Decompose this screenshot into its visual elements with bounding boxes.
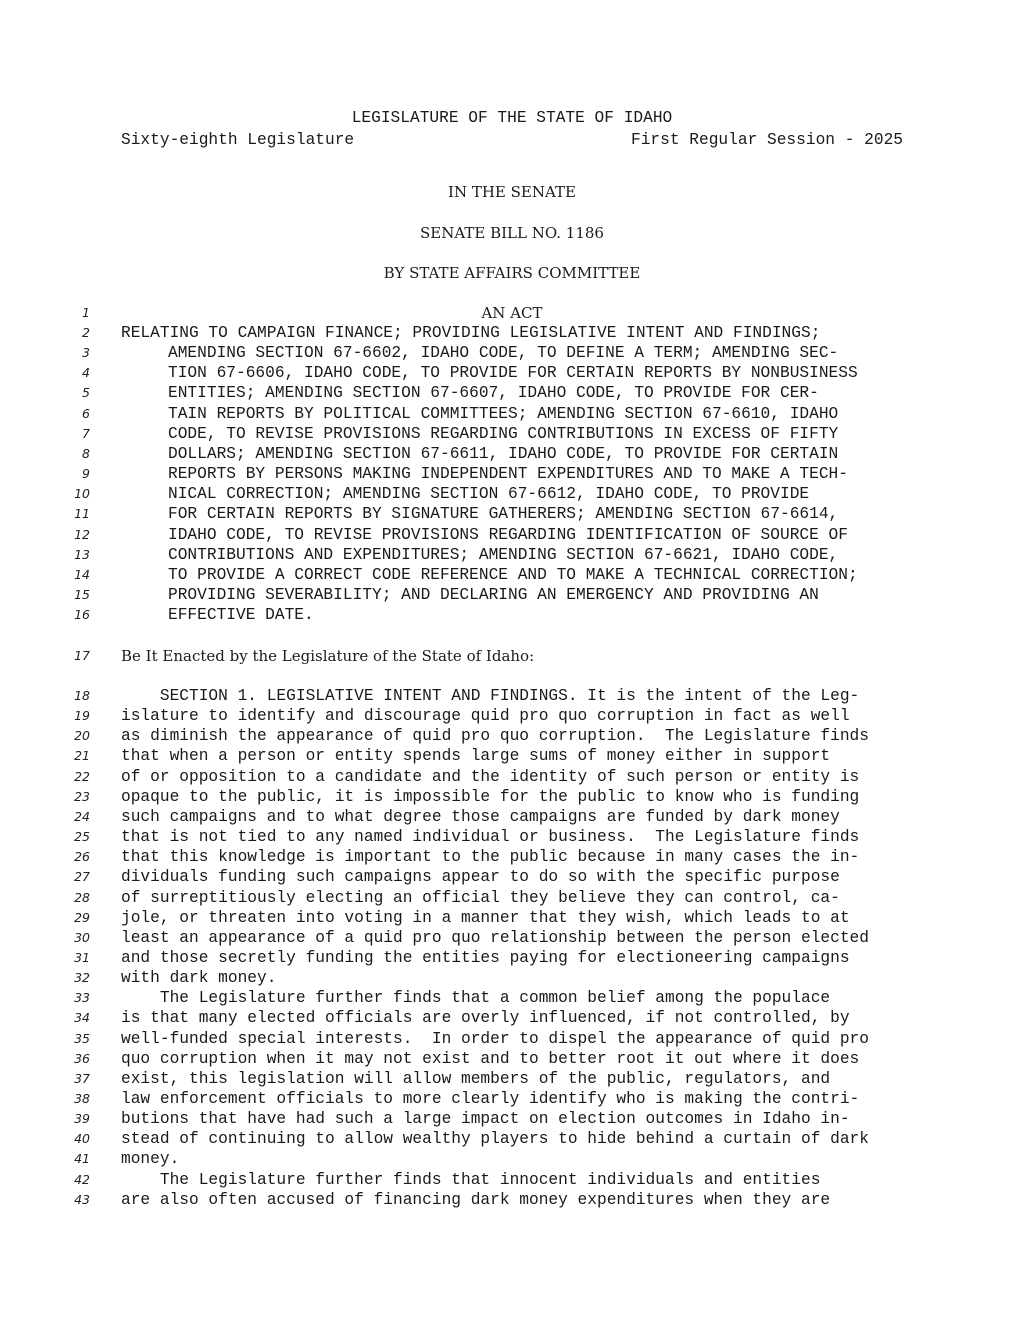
body-line: [0, 1069, 1024, 1089]
line-number: 25: [74, 829, 90, 845]
act-title-line: [0, 363, 1024, 383]
act-title-line: [0, 585, 1024, 605]
line-number: 31: [74, 949, 90, 965]
body-text: least an appearance of a quid pro quo relationship between the person elected: [121, 928, 869, 947]
act-title-text: TAIN REPORTS BY POLITICAL COMMITTEES; AMENDING SECTION 67-6610, IDAHO: [168, 404, 839, 423]
line-number: 33: [74, 990, 90, 1006]
line-number: 38: [74, 1091, 90, 1106]
body-text: dividuals funding such campaigns appear to do so with the specific purpose: [121, 868, 840, 887]
line-number: 10: [74, 486, 90, 502]
line-number: 15: [74, 586, 90, 602]
body-text: The Legislature further finds that a common belief among the populace: [121, 989, 831, 1008]
line-number: 30: [74, 929, 90, 945]
line-number: 42: [74, 1171, 90, 1187]
body-text: law enforcement officials to more clearly identify who is making the contri-: [121, 1090, 860, 1108]
line-number: 41: [74, 1151, 90, 1167]
body-line: [0, 968, 1024, 988]
line-number: 43: [74, 1191, 90, 1207]
act-title-line: [0, 424, 1024, 444]
line-number: 14: [74, 566, 90, 582]
body-line: [0, 988, 1024, 1008]
line-number: 26: [74, 849, 90, 865]
act-title-text: AMENDING SECTION 67-6602, IDAHO CODE, TO DEFINE A TERM; AMENDING SEC-: [168, 344, 839, 363]
body-line: [0, 908, 1024, 928]
act-title-text: EFFECTIVE DATE.: [168, 606, 314, 625]
body-text: that this knowledge is important to the public because in many cases the in-: [121, 848, 860, 867]
body-text: exist, this legislation will allow members of the public, regulators, and: [121, 1069, 831, 1088]
body-line: [0, 928, 1024, 948]
line-number: 29: [74, 909, 90, 925]
line-number: 24: [74, 808, 90, 824]
act-title-text: CONTRIBUTIONS AND EXPENDITURES; AMENDING SECTION 67-6621, IDAHO CODE,: [168, 545, 839, 564]
chamber-label: IN THE SENATE: [448, 183, 576, 201]
enacting-clause-line: [0, 646, 1024, 666]
body-text: jole, or threaten into voting in a manner that they wish, which leads to at: [121, 908, 850, 927]
line-number: 21: [74, 748, 90, 764]
act-title-text: PROVIDING SEVERABILITY; AND DECLARING AN EMERGENCY AND PROVIDING AN: [168, 585, 819, 604]
line-number: 18: [74, 688, 90, 703]
line-number: 27: [74, 869, 90, 885]
act-title-line: [0, 565, 1024, 585]
line-number: 2: [82, 325, 90, 340]
body-text: of surreptitiously electing an official they believe they can control, ca-: [121, 888, 840, 907]
body-line: [0, 1129, 1024, 1149]
body-text: that is not tied to any named individual or business. The Legislature finds: [121, 828, 860, 847]
body-text: SECTION 1. LEGISLATIVE INTENT AND FINDINGS. It is the intent of the Leg-: [121, 687, 860, 705]
act-title-text: CODE, TO REVISE PROVISIONS REGARDING CONTRIBUTIONS IN EXCESS OF FIFTY: [168, 424, 839, 443]
act-title-line: [0, 545, 1024, 565]
act-title-line: [0, 444, 1024, 464]
line-number: 22: [74, 768, 90, 784]
sponsor-label: BY STATE AFFAIRS COMMITTEE: [383, 264, 641, 282]
line-number: 3: [82, 345, 90, 361]
line-number: 37: [74, 1070, 90, 1086]
line-number: 39: [74, 1111, 90, 1127]
body-line: [0, 1190, 1024, 1210]
act-title-line: [0, 323, 1024, 343]
line-number: 5: [82, 385, 90, 401]
bill-number: SENATE BILL NO. 1186: [420, 224, 604, 242]
line-number: 11: [74, 506, 90, 522]
act-title-line: [0, 525, 1024, 545]
line-number: 32: [74, 970, 90, 986]
line-number: 16: [74, 607, 90, 623]
body-line: [0, 767, 1024, 787]
line-number: 6: [82, 405, 90, 421]
body-line: [0, 1049, 1024, 1069]
body-line: [0, 746, 1024, 766]
body-text: opaque to the public, it is impossible for the public to know who is funding: [121, 787, 860, 806]
body-text: that when a person or entity spends large sums of money either in support: [121, 747, 831, 766]
act-title-text: RELATING TO CAMPAIGN FINANCE; PROVIDING LEGISLATIVE INTENT AND FINDINGS;: [121, 324, 821, 342]
line-number: 40: [74, 1131, 90, 1147]
act-heading-line: [0, 303, 1024, 323]
line-number: 23: [74, 788, 90, 804]
body-text: as diminish the appearance of quid pro quo corruption. The Legislature finds: [121, 727, 869, 746]
body-line: [0, 787, 1024, 807]
act-title-line: [0, 343, 1024, 363]
line-number: 35: [74, 1030, 90, 1046]
body-line: [0, 847, 1024, 867]
body-line: [0, 827, 1024, 847]
act-title-text: TO PROVIDE A CORRECT CODE REFERENCE AND TO MAKE A TECHNICAL CORRECTION;: [168, 565, 858, 584]
body-line: [0, 686, 1024, 706]
body-text: The Legislature further finds that innocent individuals and entities: [121, 1170, 821, 1189]
line-number: 8: [82, 445, 90, 461]
act-title-line: [0, 464, 1024, 484]
line-number: 36: [74, 1050, 90, 1066]
line-number: 20: [74, 728, 90, 744]
body-line: [0, 1109, 1024, 1129]
act-title-line: [0, 484, 1024, 504]
line-number: 9: [82, 466, 90, 482]
act-title-text: DOLLARS; AMENDING SECTION 67-6611, IDAHO CODE, TO PROVIDE FOR CERTAIN: [168, 444, 839, 463]
act-title-text: FOR CERTAIN REPORTS BY SIGNATURE GATHERERS; AMENDING SECTION 67-6614,: [168, 505, 839, 524]
line-number: 1: [82, 305, 90, 320]
line-number: 4: [82, 365, 90, 381]
line-number: 28: [74, 889, 90, 905]
line-number: 17: [74, 648, 90, 663]
body-text: islature to identify and discourage quid pro quo corruption in fact as well: [121, 707, 850, 726]
body-line: [0, 726, 1024, 746]
body-text: money.: [121, 1150, 180, 1169]
body-line: [0, 1029, 1024, 1049]
act-title-line: [0, 605, 1024, 625]
body-line: [0, 1089, 1024, 1109]
act-title-line: [0, 404, 1024, 424]
enacting-clause: Be It Enacted by the Legislature of the State of Idaho:: [121, 647, 535, 665]
body-line: [0, 948, 1024, 968]
legislature-number: Sixty-eighth Legislature: [121, 131, 355, 149]
act-title-text: NICAL CORRECTION; AMENDING SECTION 67-6612, IDAHO CODE, TO PROVIDE: [168, 485, 810, 504]
legislature-title: LEGISLATURE OF THE STATE OF IDAHO: [351, 109, 673, 127]
act-title-line: [0, 383, 1024, 403]
body-text: and those secretly funding the entities paying for electioneering campaigns: [121, 948, 850, 967]
body-text: well-funded special interests. In order to dispel the appearance of quid pro: [121, 1029, 869, 1048]
line-number: 12: [74, 526, 90, 542]
body-line: [0, 867, 1024, 887]
act-title-text: TION 67-6606, IDAHO CODE, TO PROVIDE FOR CERTAIN REPORTS BY NONBUSINESS: [168, 364, 858, 383]
act-title-line: [0, 504, 1024, 524]
act-title-text: ENTITIES; AMENDING SECTION 67-6607, IDAHO CODE, TO PROVIDE FOR CER-: [168, 384, 819, 403]
body-text: is that many elected officials are overly influenced, if not controlled, by: [121, 1009, 850, 1028]
body-line: [0, 1149, 1024, 1169]
session-label: First Regular Session - 2025: [631, 131, 903, 149]
body-text: butions that have had such a large impact on election outcomes in Idaho in-: [121, 1110, 850, 1129]
body-text: quo corruption when it may not exist and to better root it out where it does: [121, 1049, 860, 1068]
act-title-text: REPORTS BY PERSONS MAKING INDEPENDENT EXPENDITURES AND TO MAKE A TECH-: [168, 465, 848, 484]
body-text: with dark money.: [121, 969, 277, 988]
line-number: 13: [74, 546, 90, 562]
body-line: [0, 807, 1024, 827]
line-number: 19: [74, 708, 90, 724]
body-text: such campaigns and to what degree those campaigns are funded by dark money: [121, 807, 840, 826]
body-text: stead of continuing to allow wealthy players to hide behind a curtain of dark: [121, 1130, 869, 1149]
line-number: 7: [82, 425, 90, 441]
act-title-text: IDAHO CODE, TO REVISE PROVISIONS REGARDING IDENTIFICATION OF SOURCE OF: [168, 525, 848, 544]
line-number: 34: [74, 1010, 90, 1026]
body-line: [0, 888, 1024, 908]
act-heading: AN ACT: [481, 304, 543, 322]
body-line: [0, 1008, 1024, 1028]
body-text: are also often accused of financing dark money expenditures when they are: [121, 1190, 831, 1209]
body-text: of or opposition to a candidate and the identity of such person or entity is: [121, 767, 860, 786]
body-line: [0, 706, 1024, 726]
body-line: [0, 1170, 1024, 1190]
